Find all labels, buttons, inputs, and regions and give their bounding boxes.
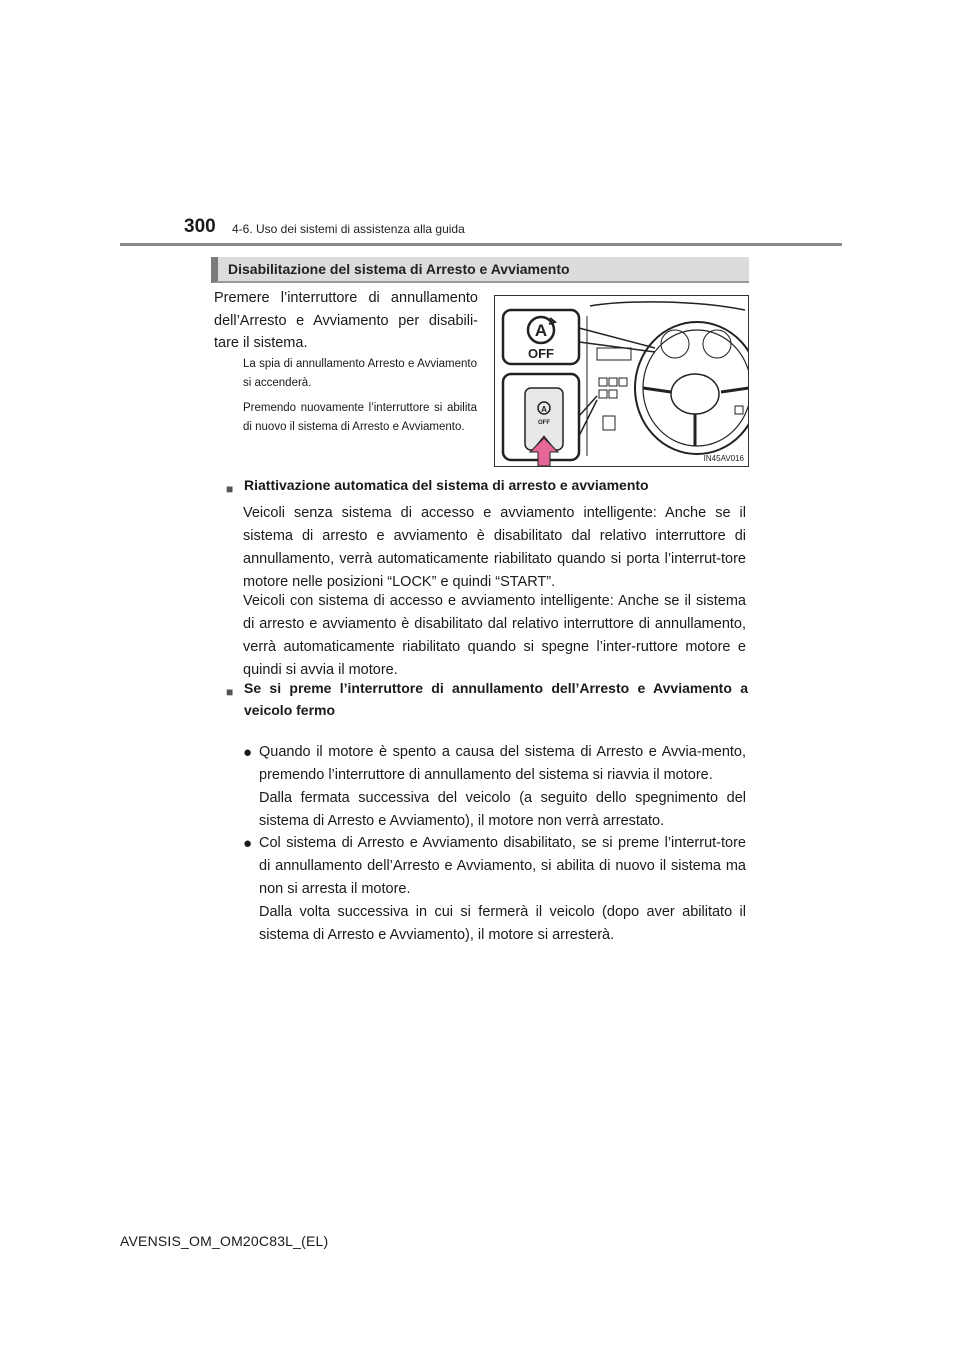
dashboard-illustration	[494, 295, 749, 467]
big-button-letter: A	[534, 321, 548, 340]
topic-heading-text: Se si preme l’interruttore di annullamento dell’Arresto e Avviamento a veicolo fermo	[244, 680, 748, 718]
paragraph-with-smart-key: Veicoli con sistema di accesso e avviamento intelligente: Anche se il sistema di arresto e avviamento è disabilitato dal relativo interruttore di annullamento, verrà automaticamente riabilitato quando si spegne l’inter-ruttore motore e quindi si avvia il motore.	[243, 593, 746, 678]
list-item-extra: Dalla fermata successiva del veicolo (a seguito dello spegnimento del sistema di Arresto e Avviamento), il motore non verrà arrestato.	[259, 790, 746, 829]
square-bullet-icon: ■	[226, 482, 234, 496]
bullet-dot-icon: ●	[243, 744, 253, 761]
list-item-main: Col sistema di Arresto e Avviamento disabilitato, se si preme l’interrut-tore di annullamento dell’Arresto e Avviamento, si abilita di nuovo il sistema ma non si arresta il motore.	[259, 835, 746, 897]
section-heading: Disabilitazione del sistema di Arresto e Avviamento	[228, 261, 570, 277]
intro-paragraph: Premere l’interruttore di annullamento dell’Arresto e Avviamento per disabili-tare il sistema.	[214, 290, 478, 351]
bullet-dot-icon: ●	[243, 835, 253, 852]
document-footer: AVENSIS_OM_OM20C83L_(EL)	[120, 1233, 329, 1249]
small-button-text: OFF	[538, 420, 550, 426]
big-button-text: OFF	[528, 346, 554, 361]
note-indicator-light: La spia di annullamento Arresto e Avviamento si accenderà.	[243, 358, 477, 389]
list-item-main: Quando il motore è spento a causa del sistema di Arresto e Avvia-mento, premendo l’interruttore di annullamento del sistema si riavvia il motore.	[259, 744, 746, 783]
paragraph-without-smart-key: Veicoli senza sistema di accesso e avviamento intelligente: Anche se il sistema di arresto e avviamento è disabilitato dal relativo interruttore di annullamento, verrà automaticamente riabilitato quando si porta l’interrut-tore motore nelle posizioni “LOCK” e quindi “START”.	[243, 505, 746, 590]
header-divider	[120, 243, 842, 246]
dashboard-drawing	[495, 296, 749, 467]
page-number: 300	[184, 216, 216, 237]
list-item-extra: Dalla volta successiva in cui si fermerà il veicolo (dopo aver abilitato il sistema di Arresto e Avviamento), il motore si arresterà.	[259, 904, 746, 943]
section-title: 4-6. Uso dei sistemi di assistenza alla guida	[232, 222, 465, 236]
note-re-enable: Premendo nuovamente l’interruttore si abilita di nuovo il sistema di Arresto e Avviamento.	[243, 402, 477, 433]
square-bullet-icon: ■	[226, 685, 234, 699]
section-heading-bar	[211, 257, 749, 283]
topic-heading-text: Riattivazione automatica del sistema di arresto e avviamento	[244, 477, 649, 493]
small-button-letter: A	[541, 405, 547, 414]
figure-code: IN45AV016	[703, 454, 744, 463]
